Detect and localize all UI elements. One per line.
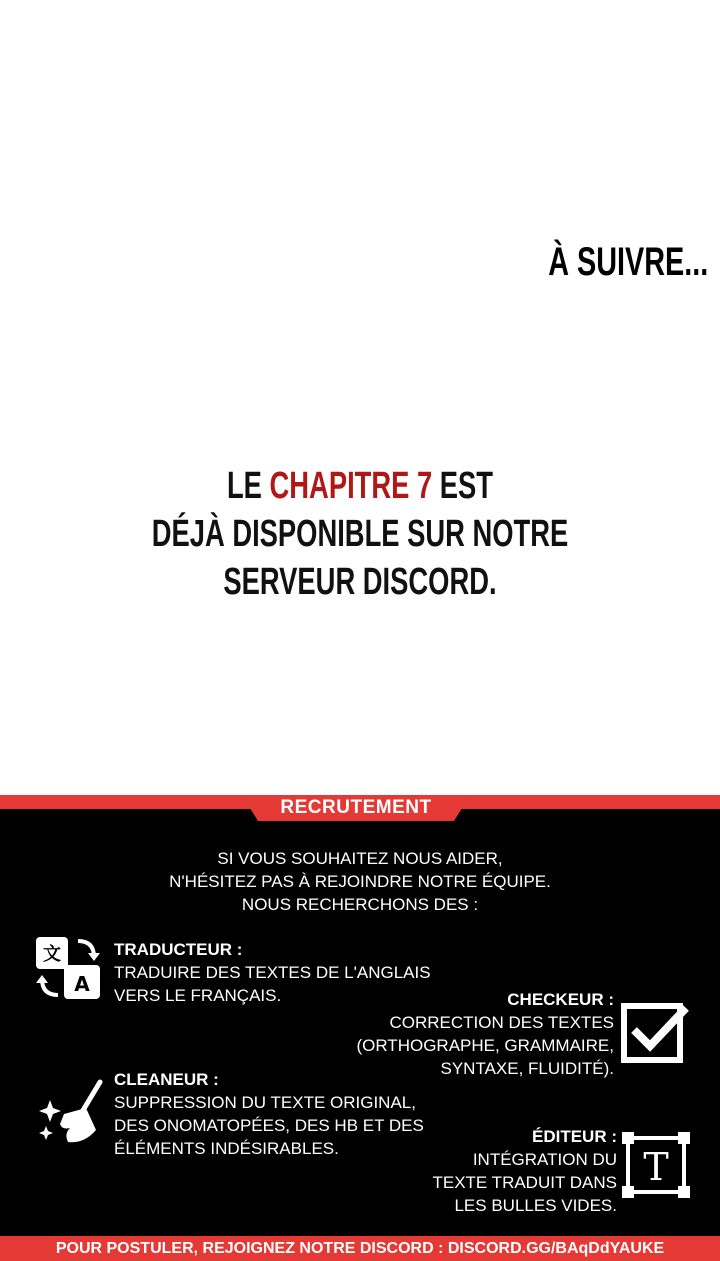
role-translator-desc-2: VERS LE FRANÇAIS. <box>114 986 282 1005</box>
role-editor-desc-3: LES BULLES VIDES. <box>454 1196 617 1215</box>
chapter-note-suffix: EST <box>432 465 494 507</box>
text-box-icon <box>620 1130 692 1200</box>
chapter-note-line-2: DÉJÀ DISPONIBLE SUR NOTRE <box>151 513 569 555</box>
role-editor-desc-2: TEXTE TRADUIT DANS <box>432 1173 617 1192</box>
role-translator-title: TRADUCTEUR : <box>114 940 243 959</box>
intro-line-3: NOUS RECHERCHONS DES : <box>241 895 479 914</box>
chapter-announcement <box>0 462 720 606</box>
apply-footer: POUR POSTULER, REJOIGNEZ NOTRE DISCORD : DISCORD.GG/BAqDdYAUKE <box>0 1236 720 1261</box>
recruitment-tab-label: RECRUTEMENT <box>280 797 432 818</box>
text-box-letter: T <box>643 1145 669 1189</box>
role-checker-desc-3: SYNTAXE, FLUIDITÉ). <box>440 1059 614 1078</box>
broom-icon <box>34 1078 106 1148</box>
chapter-note-line-3: SERVEUR DISCORD. <box>223 561 497 603</box>
chapter-note-prefix: LE <box>226 465 270 507</box>
recruitment-panel <box>0 795 720 1261</box>
role-checker-desc-1: CORRECTION DES TEXTES <box>389 1013 614 1032</box>
role-editor <box>377 1125 617 1217</box>
svg-text:A: A <box>74 972 90 996</box>
role-translator-desc-1: TRADUIRE DES TEXTES DE L'ANGLAIS <box>114 963 431 982</box>
intro-line-1: SI VOUS SOUHAITEZ NOUS AIDER, <box>217 849 503 868</box>
recruitment-intro <box>0 847 720 916</box>
role-checker-title: CHECKEUR : <box>507 990 614 1009</box>
chapter-note-line-1 <box>101 462 619 510</box>
translate-icon <box>34 935 104 1001</box>
role-editor-title: ÉDITEUR : <box>532 1127 617 1146</box>
role-editor-desc-1: INTÉGRATION DU <box>472 1150 617 1169</box>
role-cleaner-desc-1: SUPPRESSION DU TEXTE ORIGINAL, <box>114 1093 416 1112</box>
intro-line-2: N'HÉSITEZ PAS À REJOINDRE NOTRE ÉQUIPE. <box>169 872 551 891</box>
role-cleaner-title: CLEANEUR : <box>114 1070 219 1089</box>
svg-text:文: 文 <box>43 944 61 965</box>
chapter-number-highlight: CHAPITRE 7 <box>269 465 433 507</box>
role-cleaner-desc-2: DES ONOMATOPÉES, DES HB ET DES <box>114 1116 424 1135</box>
role-checker <box>314 988 614 1080</box>
role-cleaner-desc-3: ÉLÉMENTS INDÉSIRABLES. <box>114 1139 339 1158</box>
to-follow-text: À SUIVRE... <box>547 240 708 284</box>
checkbox-icon <box>620 1000 692 1064</box>
role-checker-desc-2: (ORTHOGRAPHE, GRAMMAIRE, <box>356 1036 614 1055</box>
